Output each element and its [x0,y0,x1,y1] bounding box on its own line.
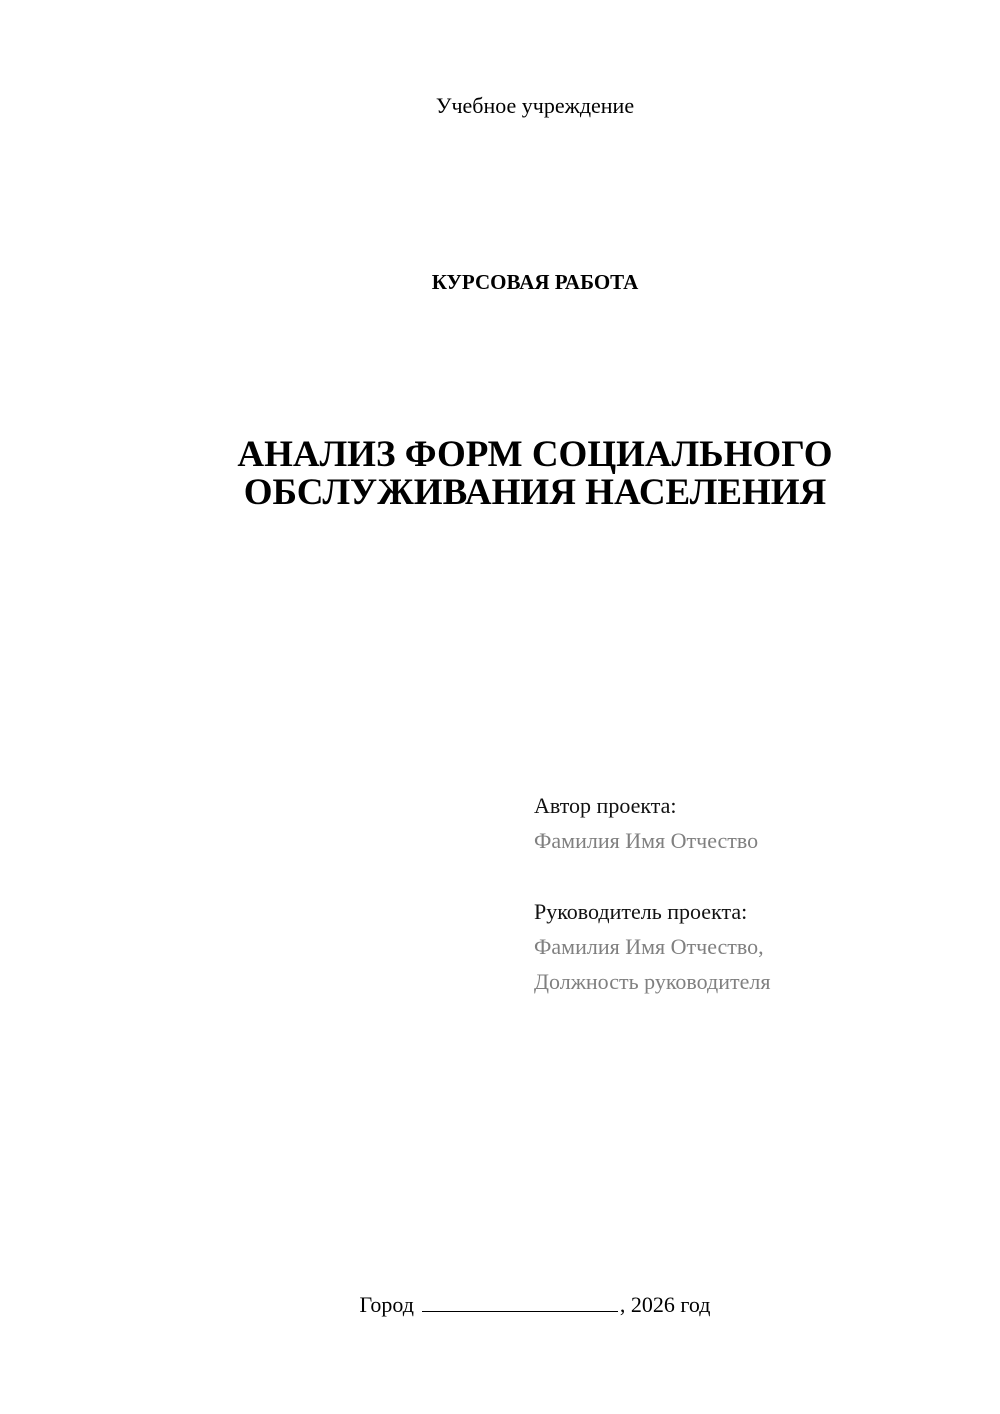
title-line-2: ОБСЛУЖИВАНИЯ НАСЕЛЕНИЯ [243,472,827,513]
supervisor-label: Руководитель проекта: [534,899,748,924]
city-year-line [0,1290,1000,1320]
city-label: Город [359,1292,414,1317]
work-type-heading: КУРСОВАЯ РАБОТА [431,270,639,294]
year-text: , 2026 год [619,1292,711,1317]
authors-block [534,788,770,999]
supervisor-position: Должность руководителя [534,969,771,994]
author-label: Автор проекта: [534,793,677,818]
author-name: Фамилия Имя Отчество [534,828,759,853]
institution-name: Учебное учреждение [435,93,635,118]
document-title [0,436,1000,512]
supervisor-name: Фамилия Имя Отчество, [534,934,764,959]
title-line-1: АНАЛИЗ ФОРМ СОЦИАЛЬНОГО [237,434,833,475]
city-blank-line [422,1293,618,1312]
